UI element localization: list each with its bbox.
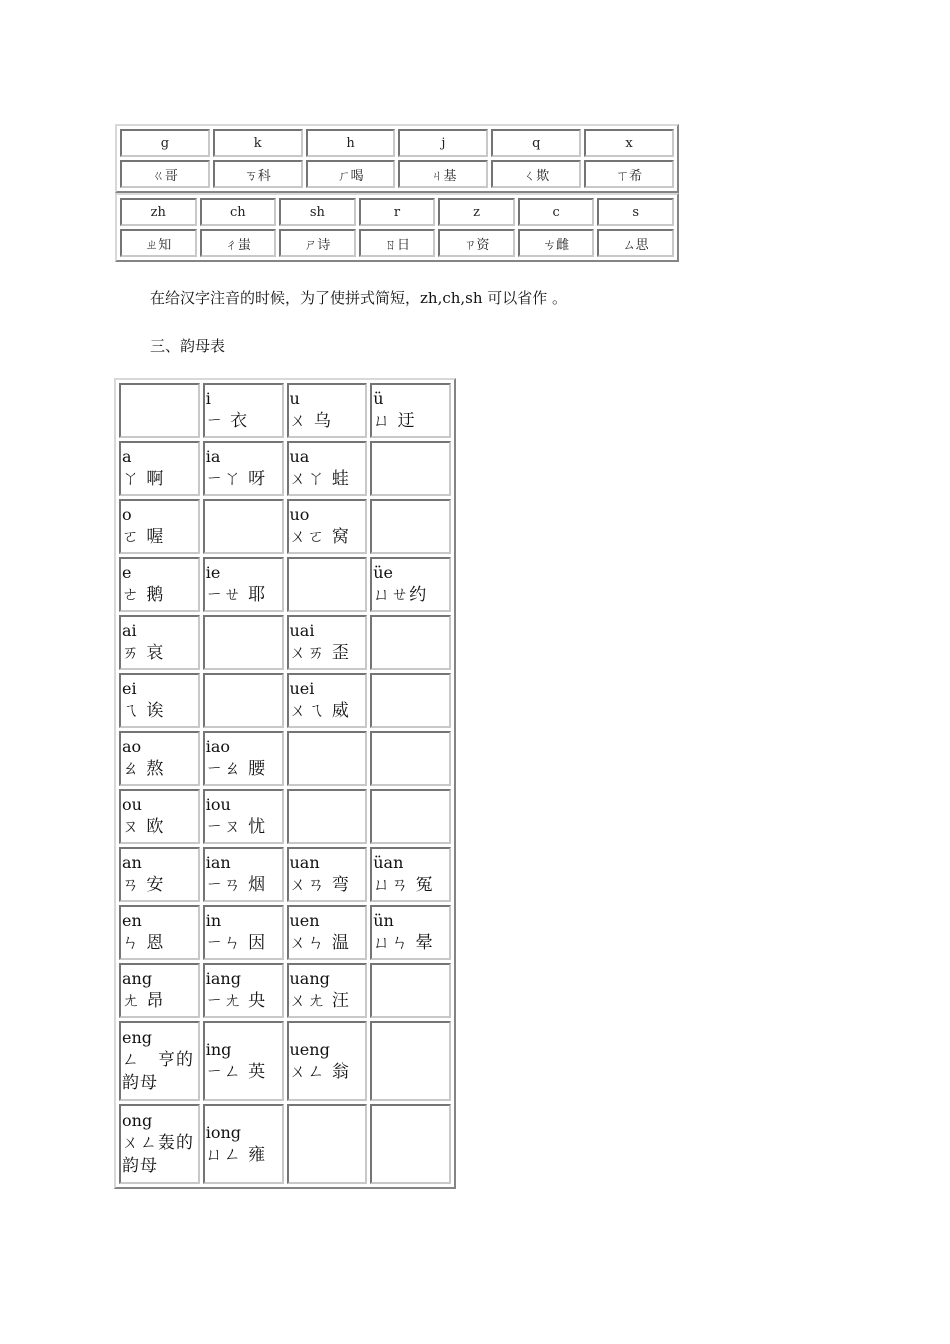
table-cell — [119, 383, 200, 438]
zhuyin-text: ㄨㄣ 温 — [289, 933, 350, 953]
table-row — [119, 731, 451, 786]
table-cell — [119, 1104, 200, 1184]
zhuyin-text: ㄟ 诶 — [122, 701, 165, 721]
table-cell — [119, 673, 200, 728]
table-cell — [119, 615, 200, 670]
table-cell — [287, 383, 368, 438]
pinyin-text: üan — [373, 853, 404, 872]
table-cell — [119, 847, 200, 902]
zhuyin-text: ㄨㄟ 威 — [289, 701, 350, 721]
table-cell — [203, 673, 284, 728]
table-cell — [287, 441, 368, 496]
table-cell: x — [584, 129, 674, 157]
table-cell — [287, 1021, 368, 1101]
table-cell: j — [398, 129, 488, 157]
table-cell: ㄎ科 — [213, 160, 303, 188]
table-cell — [203, 905, 284, 960]
table-cell — [119, 441, 200, 496]
zhuyin-text: ㄩ 迂 — [373, 411, 416, 431]
table-cell — [370, 615, 451, 670]
body-paragraph: 在给汉字注音的时候，为了使拼式简短，zh,ch,sh 可以省作 。 — [150, 289, 568, 307]
pinyin-text: o — [122, 505, 132, 524]
pinyin-text: en — [122, 911, 142, 930]
zhuyin-text: ㄧ 衣 — [205, 411, 249, 431]
zhuyin-text: ㄨㄤ 汪 — [289, 991, 350, 1011]
zhuyin-text: ㄚ 啊 — [122, 469, 165, 489]
zhuyin-text: ㄥ 亨的韵母 — [122, 1050, 194, 1093]
table-row — [119, 1104, 451, 1184]
pinyin-text: u — [289, 389, 300, 408]
table-cell: q — [491, 129, 581, 157]
pinyin-text: eng — [122, 1028, 153, 1047]
table-cell: z — [438, 198, 515, 226]
table-row — [119, 499, 451, 554]
table-cell — [370, 847, 451, 902]
table-cell: ㄖ日 — [359, 229, 436, 257]
pinyin-text: ian — [205, 853, 231, 872]
table-cell — [287, 673, 368, 728]
pinyin-text: ou — [122, 795, 142, 814]
table-cell: r — [359, 198, 436, 226]
zhuyin-text: ㄤ 昂 — [122, 991, 165, 1011]
pinyin-text: a — [122, 447, 132, 466]
table-cell: ㄘ雌 — [518, 229, 595, 257]
table-cell — [287, 499, 368, 554]
table-row — [119, 557, 451, 612]
pinyin-text: iong — [205, 1122, 242, 1142]
pinyin-text: uo — [289, 505, 310, 524]
table-cell: s — [597, 198, 674, 226]
pinyin-text: uei — [289, 679, 315, 698]
table-cell — [203, 383, 284, 438]
zhuyin-text: ㄧㄥ 英 — [205, 1061, 267, 1082]
zhuyin-text: ㄨ 乌 — [289, 411, 332, 431]
zhuyin-text: ㄡ 欧 — [122, 817, 165, 837]
table-cell — [370, 963, 451, 1018]
table-row — [120, 198, 674, 226]
table-cell — [119, 963, 200, 1018]
zhuyin-text: ㄨㄢ 弯 — [289, 875, 350, 895]
table-row — [119, 441, 451, 496]
initials-table-2 — [115, 193, 679, 262]
pinyin-text: ai — [122, 621, 137, 640]
table-cell — [203, 499, 284, 554]
zhuyin-text: ㄢ 安 — [122, 875, 165, 895]
table-row — [119, 1021, 451, 1101]
section-heading: 三、韵母表 — [150, 337, 226, 355]
pinyin-text: ie — [205, 563, 221, 582]
table-cell: ㄏ喝 — [306, 160, 396, 188]
pinyin-text: ing — [205, 1039, 232, 1059]
table-cell — [203, 1021, 284, 1101]
zhuyin-text: ㄠ 熬 — [122, 759, 165, 779]
zhuyin-text: ㄨㄚ 蛙 — [289, 469, 350, 489]
table-cell: k — [213, 129, 303, 157]
table-cell — [287, 731, 368, 786]
zhuyin-text: ㄣ 恩 — [122, 933, 165, 953]
table-cell — [203, 731, 284, 786]
zhuyin-text: ㄧㄡ 忧 — [205, 817, 267, 837]
table-cell — [203, 847, 284, 902]
zhuyin-text: ㄞ 哀 — [122, 643, 165, 663]
pinyin-text: ua — [289, 447, 310, 466]
pinyin-text: iang — [205, 969, 241, 988]
table-cell — [370, 441, 451, 496]
table-cell — [203, 615, 284, 670]
table-cell — [370, 1021, 451, 1101]
table-cell — [287, 847, 368, 902]
table-cell: ㄓ知 — [120, 229, 197, 257]
table-cell — [370, 1104, 451, 1184]
table-cell — [119, 499, 200, 554]
table-cell — [287, 905, 368, 960]
table-cell: ㄕ诗 — [279, 229, 356, 257]
table-cell: h — [306, 129, 396, 157]
pinyin-text: uang — [289, 969, 330, 988]
table-row — [119, 905, 451, 960]
table-cell: ㄒ希 — [584, 160, 674, 188]
table-cell — [119, 557, 200, 612]
table-row — [120, 129, 674, 157]
table-cell — [287, 557, 368, 612]
table-row — [119, 789, 451, 844]
zhuyin-text: ㄩㄝ约 — [373, 585, 428, 605]
zhuyin-text: ㄨㄥ轰的韵母 — [122, 1133, 194, 1176]
table-cell — [203, 789, 284, 844]
zhuyin-text: ㄧㄠ 腰 — [205, 759, 267, 779]
pinyin-text: ueng — [289, 1039, 330, 1059]
pinyin-text: ang — [122, 969, 153, 988]
table-row — [119, 383, 451, 438]
table-row — [120, 229, 674, 257]
pinyin-text: ün — [373, 911, 394, 930]
pinyin-text: uen — [289, 911, 320, 930]
table-cell — [119, 731, 200, 786]
table-cell — [370, 383, 451, 438]
table-cell — [203, 441, 284, 496]
table-cell — [203, 557, 284, 612]
table-cell: ㄙ思 — [597, 229, 674, 257]
table-row — [120, 160, 674, 188]
finals-table — [114, 378, 456, 1189]
pinyin-text: i — [205, 389, 211, 408]
table-cell — [287, 615, 368, 670]
pinyin-text: e — [122, 563, 132, 582]
table-cell — [370, 905, 451, 960]
zhuyin-text: ㄧㄢ 烟 — [205, 875, 267, 895]
table-cell — [119, 789, 200, 844]
table-cell: ch — [200, 198, 277, 226]
table-cell — [370, 499, 451, 554]
zhuyin-text: ㄜ 鹅 — [122, 585, 165, 605]
pinyin-text: ong — [122, 1111, 153, 1130]
pinyin-text: ao — [122, 737, 142, 756]
pinyin-text: iou — [205, 795, 231, 814]
table-cell — [287, 1104, 368, 1184]
zhuyin-text: ㄧㄚ 呀 — [205, 469, 267, 489]
table-cell — [370, 673, 451, 728]
table-cell: zh — [120, 198, 197, 226]
table-cell — [119, 905, 200, 960]
pinyin-text: uan — [289, 853, 320, 872]
zhuyin-text: ㄛ 喔 — [122, 527, 165, 547]
table-cell: ㄐ基 — [398, 160, 488, 188]
pinyin-text: iao — [205, 737, 231, 756]
table-cell: g — [120, 129, 210, 157]
table-cell: ㄔ蚩 — [200, 229, 277, 257]
table-row — [119, 673, 451, 728]
table-cell — [370, 557, 451, 612]
table-cell — [370, 789, 451, 844]
zhuyin-text: ㄧㄤ 央 — [205, 991, 267, 1011]
table-cell — [370, 731, 451, 786]
table-cell — [203, 1104, 284, 1184]
table-row — [119, 847, 451, 902]
table-cell — [287, 789, 368, 844]
zhuyin-text: ㄩㄢ 冤 — [373, 875, 434, 895]
zhuyin-text: ㄩㄣ 晕 — [373, 933, 434, 953]
table-cell: sh — [279, 198, 356, 226]
pinyin-text: ei — [122, 679, 137, 698]
table-cell — [287, 963, 368, 1018]
table-cell — [119, 1021, 200, 1101]
zhuyin-text: ㄩㄥ 雍 — [205, 1144, 267, 1165]
pinyin-text: üe — [373, 563, 394, 582]
pinyin-text: uai — [289, 621, 315, 640]
table-cell — [203, 963, 284, 1018]
zhuyin-text: ㄨㄥ 翁 — [289, 1061, 350, 1082]
table-row — [119, 615, 451, 670]
table-cell: ㄑ欺 — [491, 160, 581, 188]
pinyin-text: ia — [205, 447, 221, 466]
pinyin-text: in — [205, 911, 222, 930]
table-cell: ㄍ哥 — [120, 160, 210, 188]
pinyin-text: ü — [373, 389, 384, 408]
pinyin-text: an — [122, 853, 142, 872]
zhuyin-text: ㄨㄞ 歪 — [289, 643, 350, 663]
zhuyin-text: ㄧㄝ 耶 — [205, 585, 267, 605]
table-cell: ㄗ资 — [438, 229, 515, 257]
initials-table-1 — [115, 124, 679, 193]
table-row — [119, 963, 451, 1018]
zhuyin-text: ㄨㄛ 窝 — [289, 527, 350, 547]
zhuyin-text: ㄧㄣ 因 — [205, 933, 267, 953]
table-cell: c — [518, 198, 595, 226]
